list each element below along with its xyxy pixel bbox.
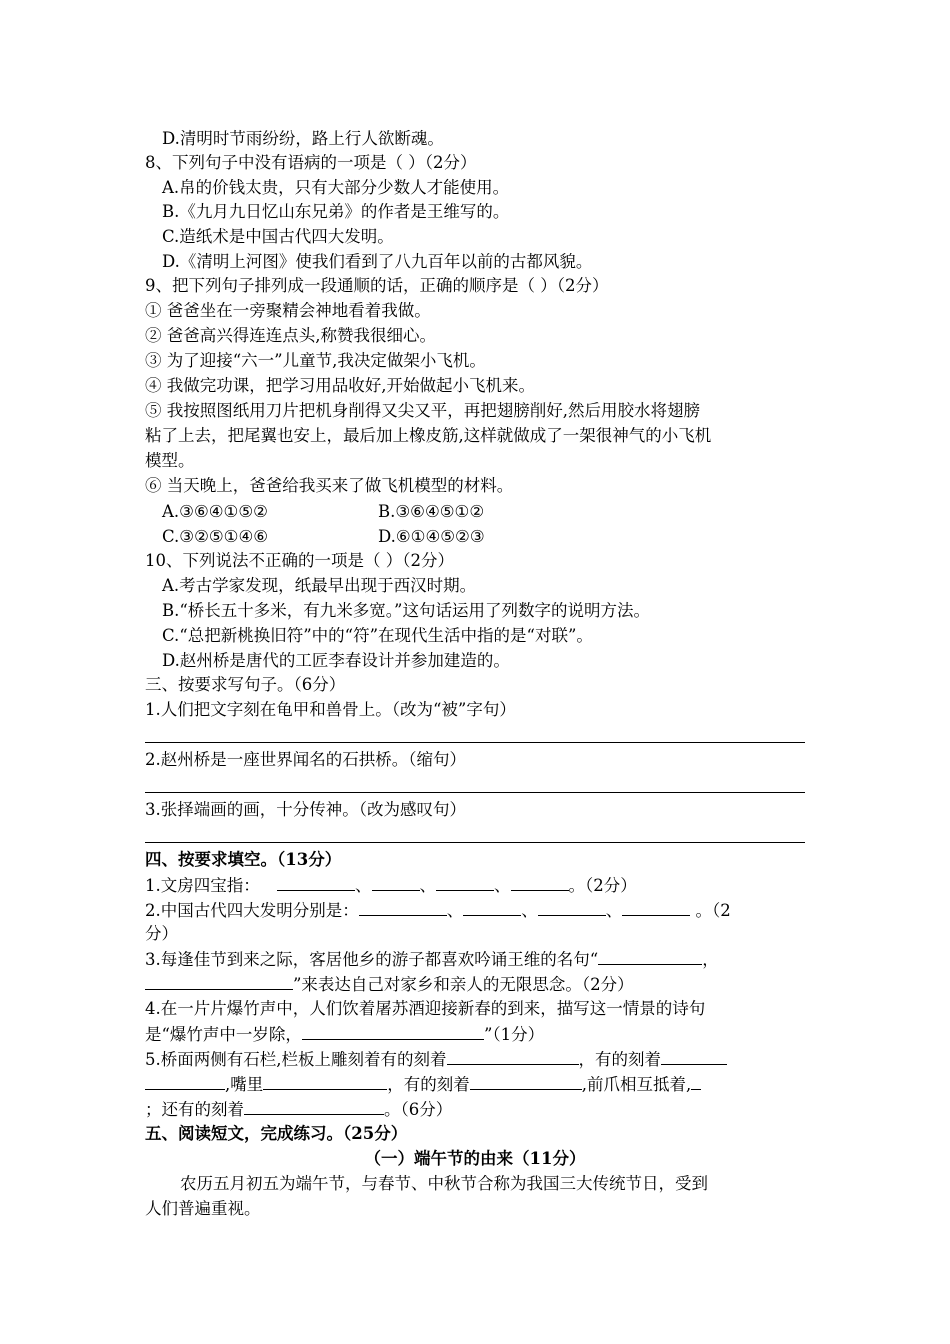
- sec4-question-4: 4.在一片片爆竹声中，人们饮着屠苏酒迎接新春的到来，描写这一情景的诗句: [145, 999, 706, 1018]
- blank[interactable]: [145, 972, 293, 990]
- q5-text-3: ,嘴里: [225, 1075, 264, 1094]
- q9-sentence-5-line-3: 模型。: [145, 451, 195, 470]
- q5-text-2: ，有的刻着: [578, 1050, 661, 1069]
- q3-text-2: ”来表达自己对家乡和亲人的无限思念。（2分）: [293, 975, 634, 994]
- separator: 、: [419, 876, 436, 895]
- blank[interactable]: [470, 1072, 582, 1090]
- sec4-question-5: [145, 1047, 727, 1072]
- blank[interactable]: [436, 873, 494, 891]
- q7-option-d: D.清明时节雨纷纷，路上行人欲断魂。: [162, 129, 444, 148]
- q2-label: 2.中国古代四大发明分别是：: [145, 901, 359, 920]
- q10-option-a: A.考古学家发现，纸最早出现于西汉时期。: [162, 576, 477, 595]
- q9-sentence-5-line-2: 粘了上去，把尾翼也安上，最后加上橡皮筋,这样就做成了一架很神气的小飞机: [145, 426, 712, 445]
- blank[interactable]: [145, 1072, 225, 1090]
- passage-line-2: 人们普遍重视。: [145, 1199, 261, 1218]
- blank[interactable]: [302, 1022, 484, 1040]
- blank[interactable]: [244, 1097, 384, 1115]
- q10-option-c: C.“总把新桃换旧符”中的“符”在现代生活中指的是“对联”。: [162, 626, 593, 645]
- sec4-question-2: [145, 898, 731, 923]
- q9-sentence-1: ① 爸爸坐在一旁聚精会神地看着我做。: [145, 301, 431, 320]
- sec3-question-2: 2.赵州桥是一座世界闻名的石拱桥。（缩句）: [145, 750, 466, 769]
- section-3-title: 三、按要求写句子。（6分）: [145, 675, 346, 694]
- q5-text-4: ，有的刻着: [387, 1075, 470, 1094]
- separator: 、: [521, 901, 538, 920]
- sec4-question-3-cont: [145, 972, 634, 997]
- q9-sentence-5-line-1: ⑤ 我按照图纸用刀片把机身削得又尖又平，再把翅膀削好,然后用胶水将翅膀: [145, 401, 700, 420]
- sec4-question-2-cont: 分）: [145, 924, 178, 943]
- passage-title: （一）端午节的由来（11分）: [364, 1149, 586, 1168]
- blank[interactable]: [263, 1072, 387, 1090]
- comma: ，: [702, 950, 719, 969]
- q9-option-a: A.③⑥④①⑤②: [162, 502, 268, 521]
- sec4-question-1: [145, 873, 637, 898]
- sec3-question-1: 1.人们把文字刻在龟甲和兽骨上。（改为“被”字句）: [145, 700, 516, 719]
- blank[interactable]: [277, 873, 355, 891]
- q10-option-b: B.“桥长五十多米，有九米多宽。”这句话运用了列数字的说明方法。: [162, 601, 650, 620]
- q10-stem: 10、下列说法不正确的一项是（ ）（2分）: [145, 551, 454, 570]
- blank[interactable]: [463, 898, 521, 916]
- q1-label: 1.文房四宝指：: [145, 876, 260, 895]
- q3-text: 3.每逢佳节到来之际，客居他乡的游子都喜欢吟诵王维的名句“: [145, 950, 599, 969]
- q5-text-5: ,前爪相互抵着,: [581, 1075, 692, 1094]
- q5-text-1: 5.桥面两侧有石栏,栏板上雕刻着有的刻着: [145, 1050, 447, 1069]
- blank[interactable]: [622, 898, 690, 916]
- q9-sentence-2: ② 爸爸高兴得连连点头,称赞我很细心。: [145, 326, 436, 345]
- blank[interactable]: [538, 898, 606, 916]
- q10-option-d: D.赵州桥是唐代的工匠李春设计并参加建造的。: [162, 651, 510, 670]
- section-5-title: 五、阅读短文，完成练习。（25分）: [145, 1124, 408, 1143]
- separator: 、: [605, 901, 623, 920]
- sec4-question-5-line-2: [145, 1072, 701, 1097]
- blank[interactable]: [511, 873, 569, 891]
- blank[interactable]: [359, 898, 447, 916]
- blank[interactable]: [447, 1047, 579, 1065]
- q9-stem: 9、把下列句子排列成一段通顺的话，正确的顺序是（ ）（2分）: [145, 276, 609, 295]
- answer-line-3[interactable]: [145, 842, 805, 843]
- q9-option-b: B.③⑥④⑤①②: [378, 502, 485, 521]
- q8-stem: 8、下列句子中没有语病的一项是（ ）（2分）: [145, 153, 477, 172]
- q9-option-c: C.③②⑤①④⑥: [162, 527, 269, 546]
- separator: 、: [494, 876, 511, 895]
- q8-option-d: D.《清明上河图》使我们看到了八九百年以前的古都风貌。: [162, 252, 593, 271]
- points: 。（2分）: [568, 876, 637, 895]
- points: 。（2: [690, 901, 731, 920]
- separator: 、: [446, 901, 464, 920]
- q9-sentence-4: ④ 我做完功课，把学习用品收好,开始做起小飞机来。: [145, 376, 535, 395]
- blank[interactable]: [598, 947, 702, 965]
- q9-option-d: D.⑥①④⑤②③: [378, 527, 485, 546]
- q8-option-a: A.帛的价钱太贵，只有大部分少数人才能使用。: [162, 178, 510, 197]
- sec3-question-3: 3.张择端画的画，十分传神。（改为感叹句）: [145, 800, 466, 819]
- points: ”（1分）: [483, 1025, 545, 1044]
- q8-option-b: B.《九月九日忆山东兄弟》的作者是王维写的。: [162, 202, 510, 221]
- sec4-question-3: [145, 947, 719, 972]
- q8-option-c: C.造纸术是中国古代四大发明。: [162, 227, 394, 246]
- sec4-question-5-line-3: [145, 1097, 452, 1122]
- q4-text: 是“爆竹声中一岁除，: [145, 1025, 302, 1044]
- separator: 、: [355, 876, 372, 895]
- blank[interactable]: [661, 1047, 727, 1065]
- q5-text-6: ；还有的刻着: [145, 1100, 244, 1119]
- section-4-title: 四、按要求填空。（13分）: [145, 850, 342, 869]
- passage-line-1: 农历五月初五为端午节，与春节、中秋节合称为我国三大传统节日，受到: [180, 1174, 708, 1193]
- q9-sentence-6: ⑥ 当天晚上，爸爸给我买来了做飞机模型的材料。: [145, 476, 514, 495]
- answer-line-2[interactable]: [145, 792, 805, 793]
- blank[interactable]: [691, 1072, 701, 1090]
- sec4-question-4-cont: [145, 1022, 544, 1047]
- points: 。（6分）: [384, 1100, 453, 1119]
- answer-line-1[interactable]: [145, 742, 805, 743]
- blank[interactable]: [372, 873, 420, 891]
- q9-sentence-3: ③ 为了迎接“六一”儿童节,我决定做架小飞机。: [145, 351, 486, 370]
